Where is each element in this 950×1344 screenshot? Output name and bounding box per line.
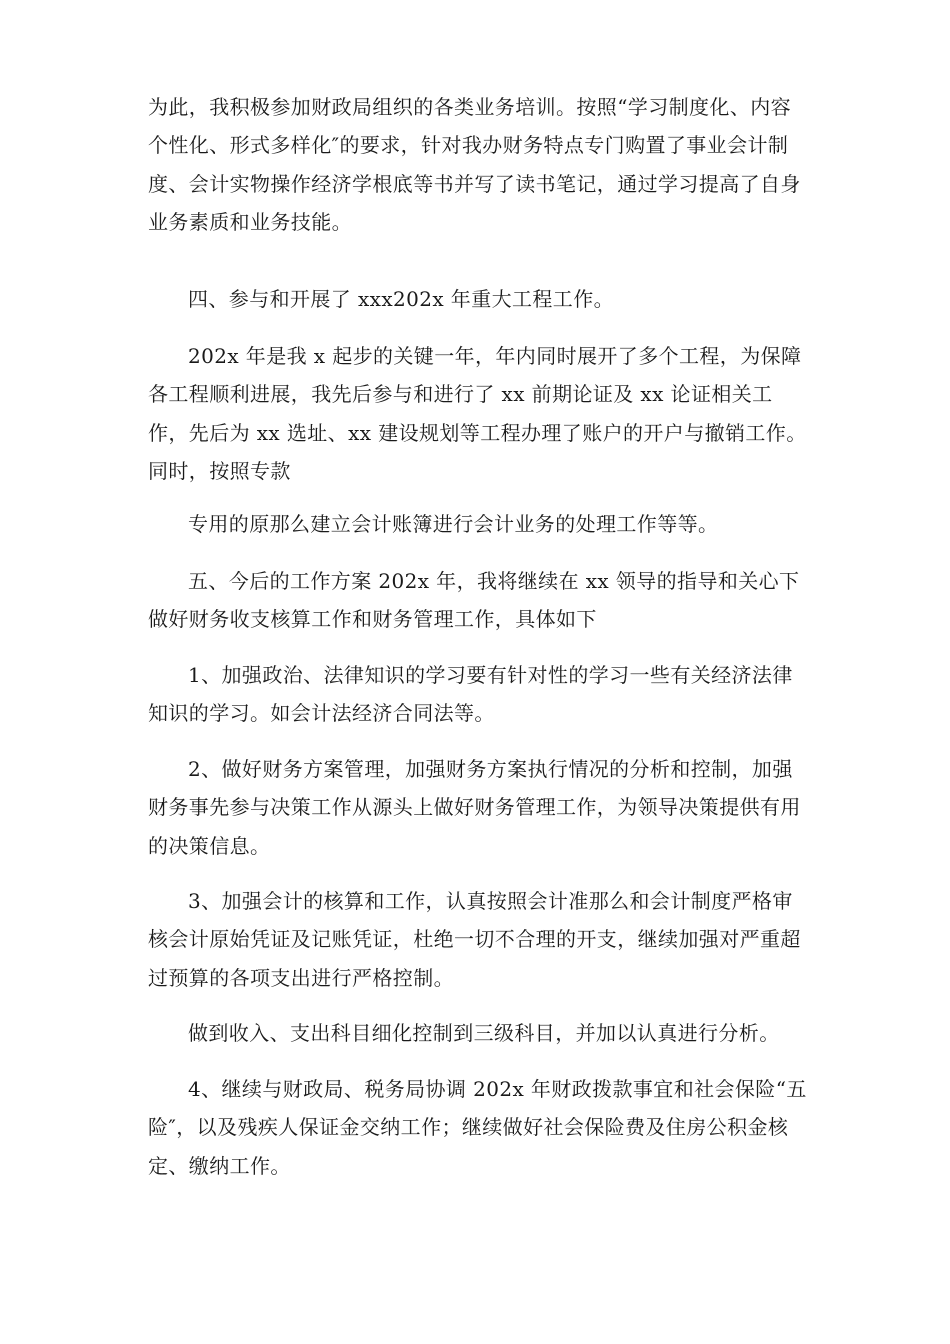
paragraph-item-2: 2、做好财务方案管理，加强财务方案执行情况的分析和控制，加强财务事先参与决策工作从源头上做好财务管理工作，为领导决策提供有用的决策信息。 — [148, 757, 801, 858]
paragraph-heading-four: 四、参与和开展了 xxx202x 年重大工程工作。 — [188, 287, 615, 311]
paragraph-subjects: 做到收入、支出科目细化控制到三级科目，并加以认真进行分析。 — [188, 1021, 780, 1045]
paragraph-projects: 202x 年是我 x 起步的关键一年，年内同时展开了多个工程，为保障各工程顺利进展，我先后参与和进行了 xx 前期论证及 xx 论证相关工作，先后为 xx 选址、xx 建设规划等工程办理了账户的开户与撤销工作。同时，按照专款 — [148, 344, 807, 484]
paragraph-item-3: 3、加强会计的核算和工作，认真按照会计准那么和会计制度严格审核会计原始凭证及记账凭证，杜绝一切不合理的开支，继续加强对严重超过预算的各项支出进行严格控制。 — [148, 889, 801, 990]
paragraph-training: 为此，我积极参加财政局组织的各类业务培训。按照“学习制度化、内容个性化、形式多样化″的要求，针对我办财务特点专门购置了事业会计制度、会计实物操作经济学根底等书并写了读书笔记，通过学习提高了自身业务素质和业务技能。 — [148, 95, 801, 235]
paragraph-item-1: 1、加强政治、法律知识的学习要有针对性的学习一些有关经济法律知识的学习。如会计法经济合同法等。 — [148, 663, 793, 726]
paragraph-heading-five: 五、今后的工作方案 202x 年，我将继续在 xx 领导的指导和关心下做好财务收支核算工作和财务管理工作，具体如下 — [148, 569, 800, 632]
paragraph-item-4: 4、继续与财政局、税务局协调 202x 年财政拨款事宜和社会保险“五险″，以及残疾人保证金交纳工作；继续做好社会保险费及住房公积金核定、缴纳工作。 — [148, 1077, 807, 1178]
paragraph-special-funds: 专用的原那么建立会计账簿进行会计业务的处理工作等等。 — [188, 512, 719, 536]
